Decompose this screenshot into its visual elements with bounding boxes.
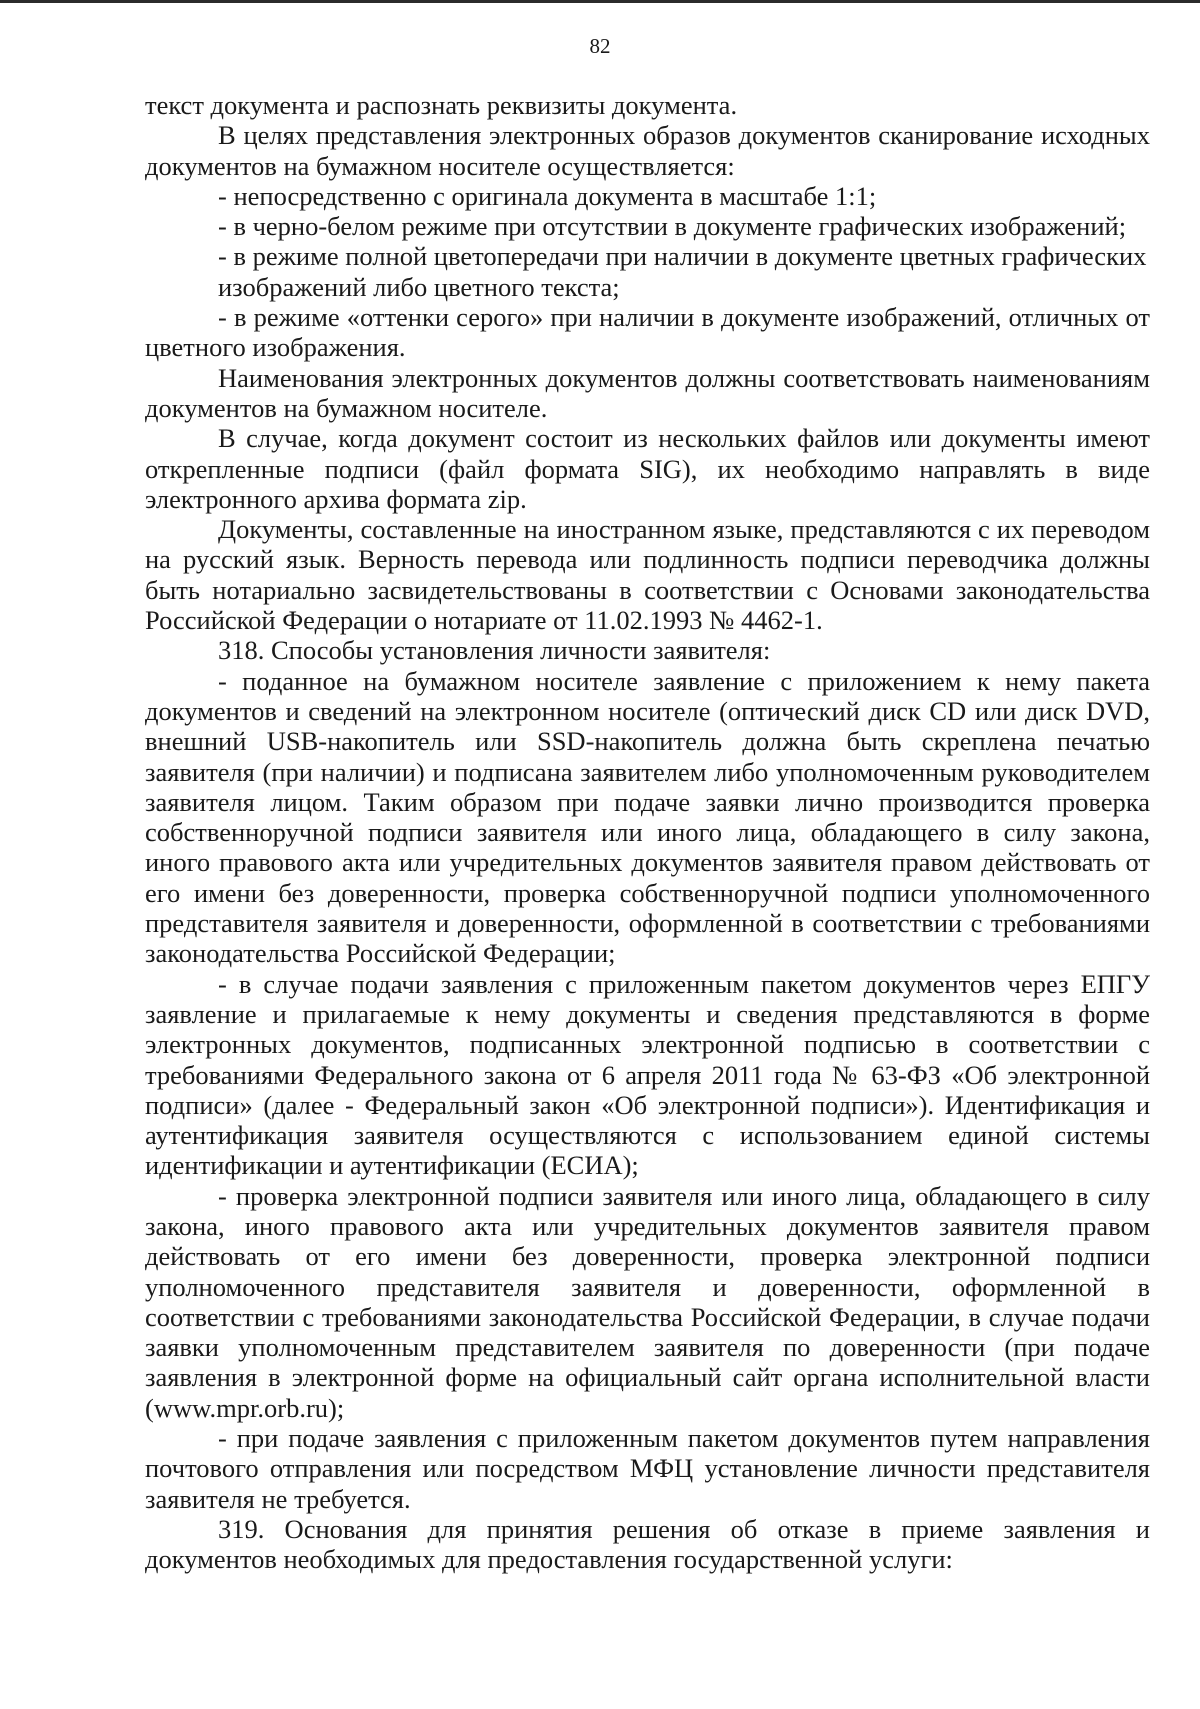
- paragraph: Документы, составленные на иностранном языке, представляются с их переводом на русский язык. Верность перевода или подлинность подписи переводчика должны быть нотариально засвидетельствованы в соответствии с Основами законодательства Российской Федерации о нотариате от 11.02.1993 № 4462-1.: [145, 514, 1150, 636]
- section-heading: 318. Способы установления личности заявителя:: [218, 635, 771, 666]
- section-heading: 319. Основания для принятия решения об отказе в приеме заявления и документов необходимых для предоставления государственной услуги:: [145, 1513, 1150, 1575]
- list-item: - в режиме полной цветопередачи при наличии в документе цветных графических изображений либо цветного текста;: [218, 241, 1147, 302]
- paragraph: В целях представления электронных образов документов сканирование исходных документов на бумажном носителе осуществляется:: [145, 120, 1150, 181]
- document-body: [145, 90, 1150, 1575]
- paragraph: Наименования электронных документов должны соответствовать наименованиям документов на бумажном носителе.: [145, 362, 1150, 423]
- list-item: - непосредственно с оригинала документа в масштабе 1:1;: [218, 180, 877, 211]
- list-item: - в случае подачи заявления с приложенным пакетом документов через ЕПГУ заявление и прилагаемые к нему документы и сведения представляются в форме электронных документов, подписанных электронной подписью в соответствии с требованиями Федерального закона от 6 апреля 2011 года № 63-ФЗ «Об электронной подписи» (далее - Федеральный закон «Об электронной подписи»). Идентификация и аутентификация заявителя осуществляются с использованием единой системы идентификации и аутентификации (ЕСИА);: [145, 968, 1150, 1181]
- list-item: - при подаче заявления с приложенным пакетом документов путем направления почтового отправления или посредством МФЦ установление личности представителя заявителя не требуется.: [145, 1423, 1150, 1514]
- paragraph: В случае, когда документ состоит из нескольких файлов или документы имеют открепленные подписи (файл формата SIG), их необходимо направлять в виде электронного архива формата zip.: [145, 423, 1150, 514]
- scan-edge: [0, 0, 1200, 3]
- page-number: 82: [589, 34, 611, 58]
- list-item: - в черно-белом режиме при отсутствии в документе графических изображений;: [218, 211, 1127, 242]
- paragraph: текст документа и распознать реквизиты документа.: [145, 90, 738, 120]
- list-item: - поданное на бумажном носителе заявление с приложением к нему пакета документов и сведений на электронном носителе (оптический диск CD или диск DVD, внешний USB-накопитель или SSD-накопитель должна быть скреплена печатью заявителя (при наличии) и подписана заявителем либо уполномоченным руководителем заявителя лицом. Таким образом при подаче заявки лично производится проверка собственноручной подписи заявителя или иного лица, обладающего в силу закона, иного правового акта или учредительных документов заявителя правом действовать от его имени без доверенности, проверка собственноручной подписи уполномоченного представителя заявителя и доверенности, оформленной в соответствии с требованиями законодательства Российской Федерации;: [145, 665, 1150, 969]
- list-item: - в режиме «оттенки серого» при наличии в документе изображений, отличных от цветного изображения.: [145, 302, 1150, 363]
- list-item: - проверка электронной подписи заявителя или иного лица, обладающего в силу закона, иного правового акта или учредительных документов заявителя правом действовать от его имени без доверенности, проверка электронной подписи уполномоченного представителя заявителя и доверенности, оформленной в соответствии с требованиями законодательства Российской Федерации, в случае подачи заявки уполномоченным представителем заявителя по доверенности (при подаче заявления в электронной форме на официальный сайт органа исполнительной власти (www.mpr.orb.ru);: [145, 1180, 1150, 1423]
